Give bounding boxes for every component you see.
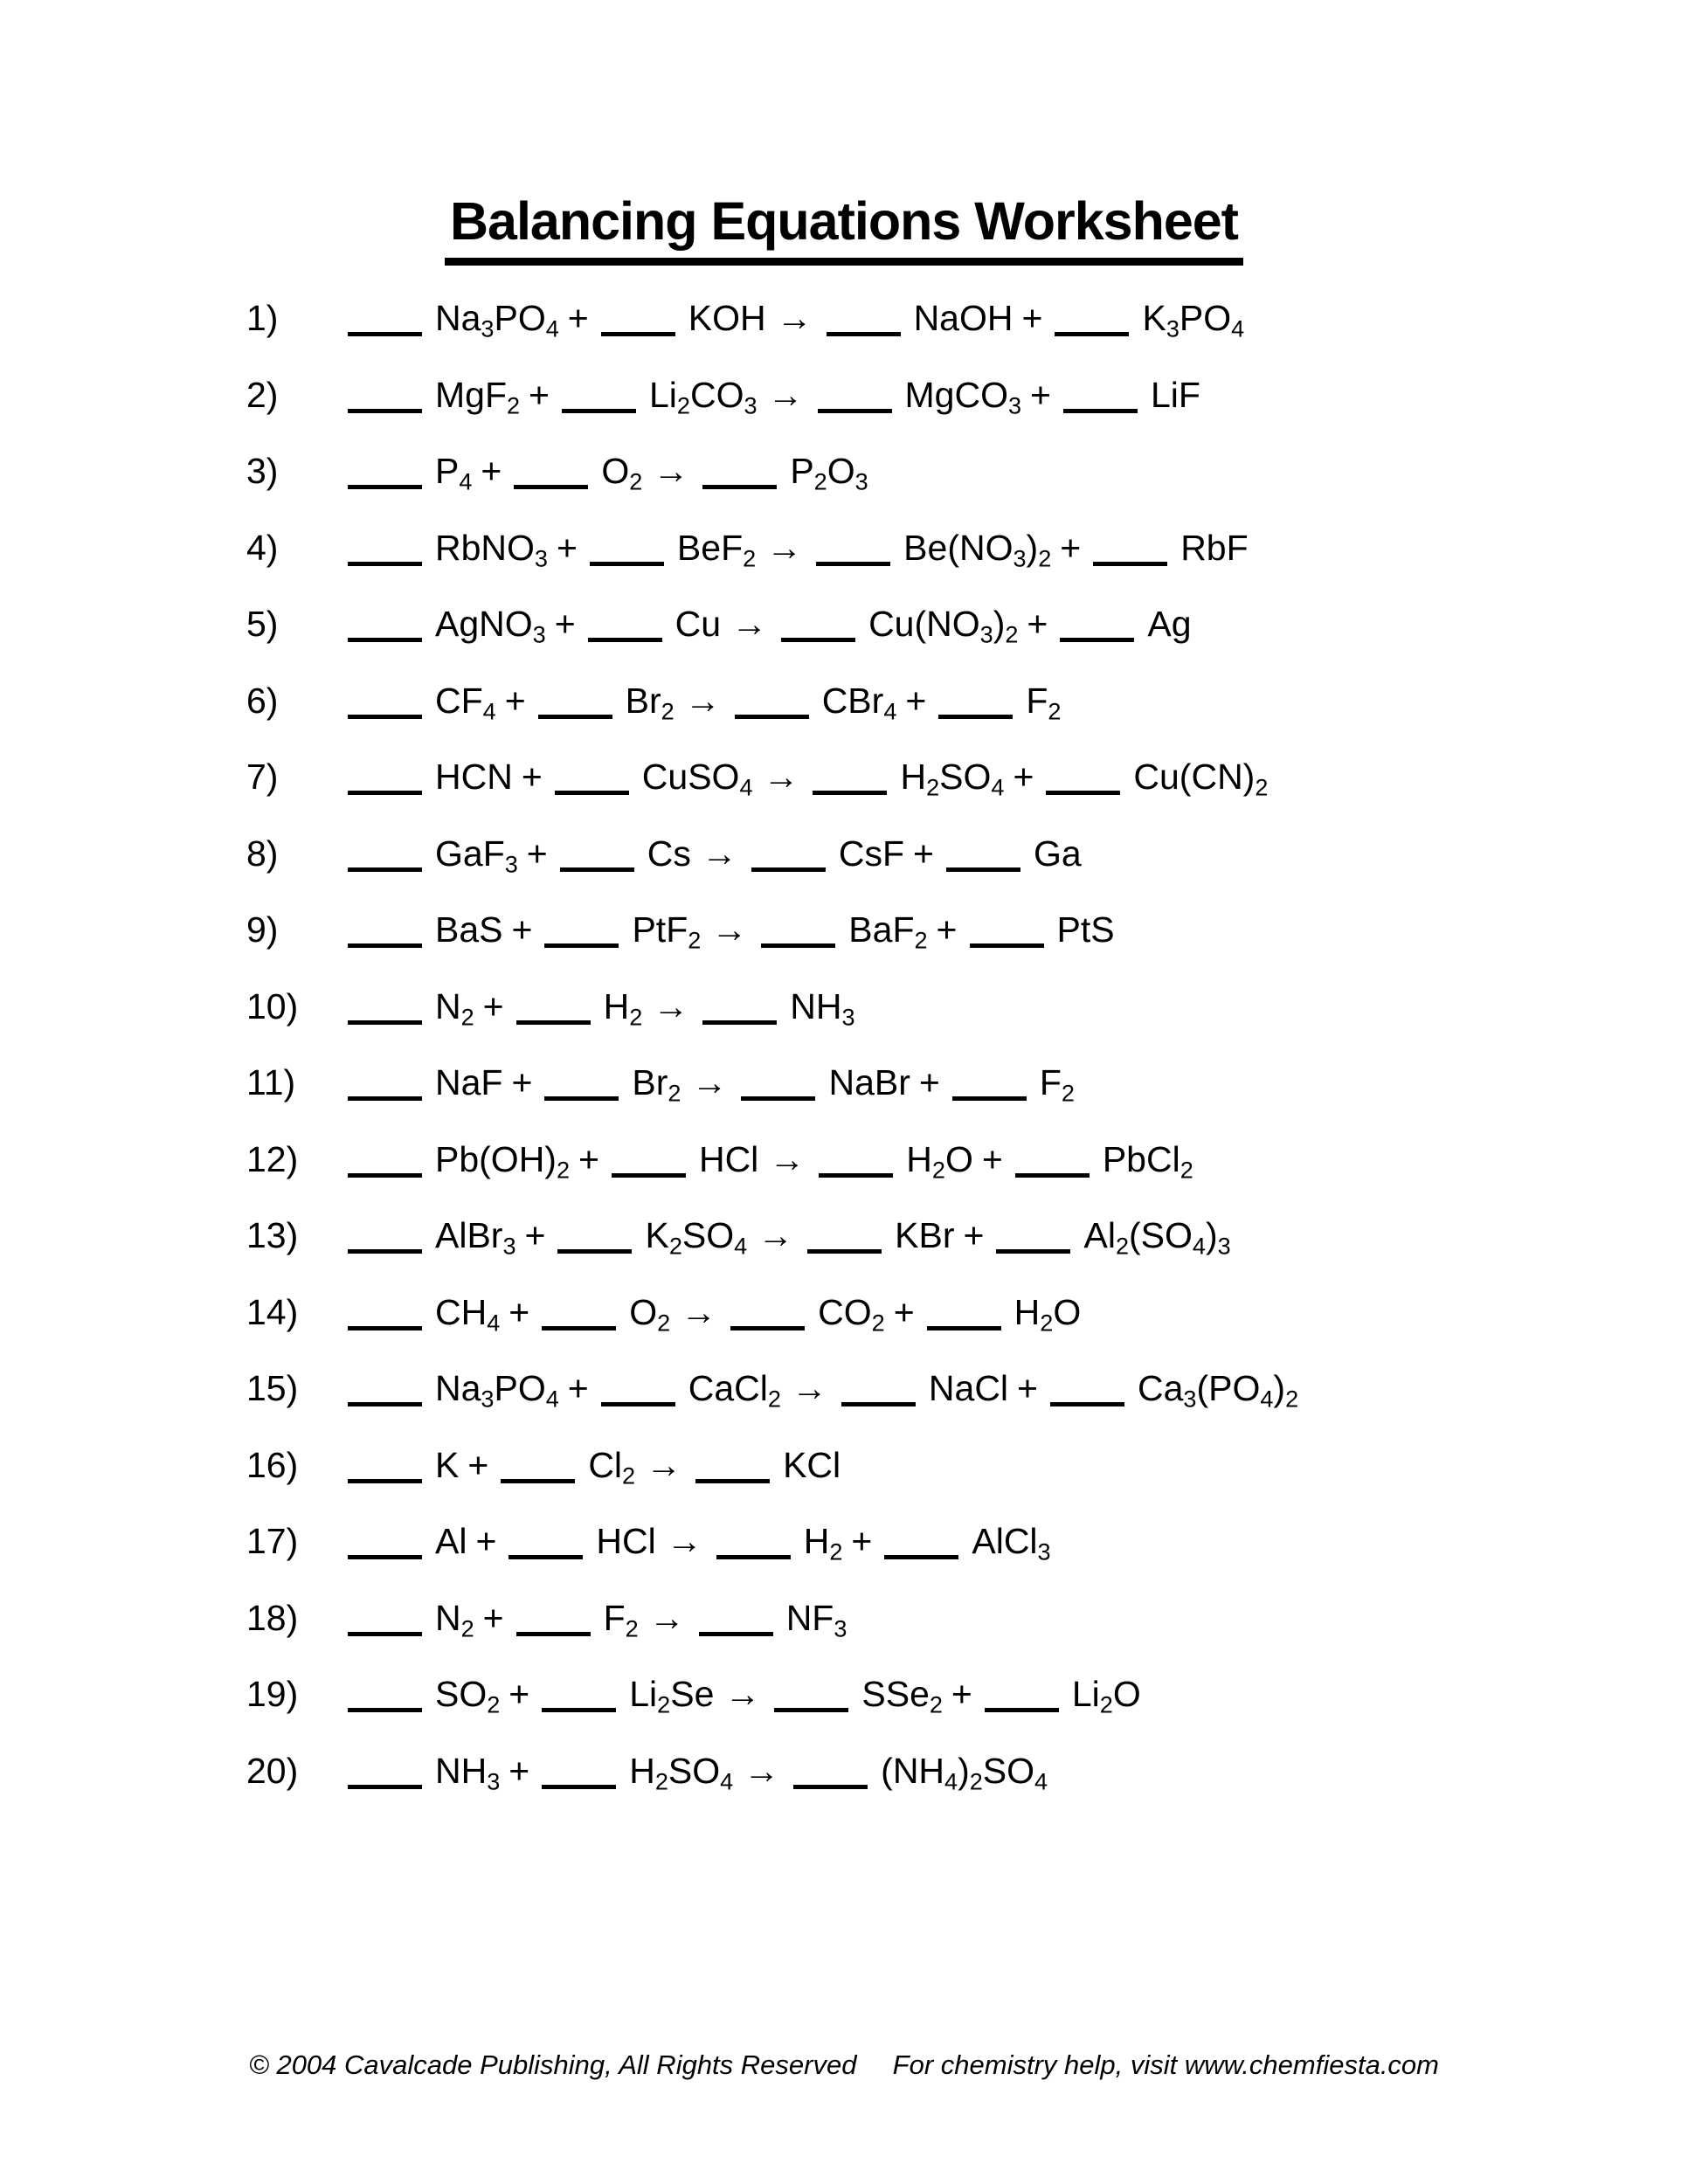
chemical-formula: KCl [783,1444,841,1485]
chemical-formula: $NH_3$ [435,1750,501,1795]
worksheet-title: Balancing Equations Worksheet [445,190,1243,266]
equation-number: 19) [246,1674,299,1714]
chemical-formula: GaF$_3$ [435,833,518,878]
equation-row [246,357,1653,434]
coefficient-blank[interactable] [716,1555,791,1559]
equation-number: 3) [246,451,279,491]
plus-sign: + [524,1215,546,1255]
coefficient-blank[interactable] [348,485,422,489]
coefficient-blank[interactable] [1046,791,1120,795]
reaction-arrow-icon: → [791,1368,827,1408]
chemical-formula: Al [435,1521,467,1561]
coefficient-blank[interactable] [730,1326,805,1330]
plus-sign: + [482,985,504,1026]
coefficient-blank[interactable] [761,943,835,948]
plus-sign: + [905,680,927,721]
plus-sign: + [521,757,543,797]
equation-number: 15) [246,1368,299,1408]
chemical-formula: $Br_2$ [625,680,675,725]
coefficient-blank[interactable] [544,1096,619,1101]
plus-sign: + [578,1138,599,1179]
coefficient-blank[interactable] [348,1785,422,1789]
coefficient-blank[interactable] [996,1249,1070,1254]
chemical-formula: $Na_3PO_4$ [435,298,559,342]
chemical-formula: BaF$_2$ [848,909,928,954]
equation-number: 6) [246,680,279,721]
chemical-formula: $Li_2Se$ [629,1674,715,1718]
reaction-arrow-icon: → [724,1674,761,1714]
chemical-formula: $Cl_2$ [588,1444,636,1489]
coefficient-blank[interactable] [562,409,636,413]
coefficient-blank[interactable] [695,1479,770,1483]
chemical-formula: $K_3PO_4$ [1142,298,1245,342]
chemical-formula: $Br_2$ [632,1062,681,1107]
chemical-formula: $Al_2(SO_4)_3$ [1083,1215,1231,1260]
chemical-formula: $NF_3$ [785,1597,847,1642]
chemical-formula: $N_2$ [435,1597,474,1642]
equation-row [246,1275,1653,1351]
equation-row [246,1122,1653,1199]
chemical-formula: NaCl [928,1368,1009,1408]
coefficient-blank[interactable] [816,562,890,566]
coefficient-blank[interactable] [538,715,612,719]
plus-sign: + [936,909,958,950]
coefficient-blank[interactable] [1055,332,1129,336]
reaction-arrow-icon: → [731,604,768,644]
coefficient-blank[interactable] [348,1402,422,1406]
chemical-formula: $H_2$ [603,985,643,1031]
coefficient-blank[interactable] [946,867,1020,872]
coefficient-blank[interactable] [544,943,619,948]
reaction-arrow-icon: → [648,1597,685,1638]
chemical-formula: $K_2SO_4$ [645,1215,748,1260]
copyright-text: © 2004 Cavalcade Publishing, All Rights Reserved [249,2049,857,2080]
coefficient-blank[interactable] [970,943,1044,948]
coefficient-blank[interactable] [818,409,892,413]
equation-list [246,280,1653,1809]
chemical-formula: $CF_4$ [435,680,496,725]
coefficient-blank[interactable] [751,867,826,872]
coefficient-blank[interactable] [841,1402,916,1406]
chemical-formula: NaOH [913,298,1013,338]
coefficient-blank[interactable] [348,1173,422,1178]
chemical-formula: KBr [895,1215,955,1255]
plus-sign: + [554,604,576,644]
equation-row [246,1427,1653,1504]
equation-number: 14) [246,1291,299,1332]
chemical-formula: PbCl$_2$ [1102,1138,1193,1184]
chemical-formula: RbNO$_3$ [435,527,548,572]
equation-number: 12) [246,1138,299,1179]
equation-number: 13) [246,1215,299,1255]
equation-row [246,1503,1653,1580]
plus-sign: + [1027,604,1048,644]
coefficient-blank[interactable] [588,638,662,642]
equation-number: 17) [246,1521,299,1561]
plus-sign: + [482,1597,504,1638]
chemical-formula: $Li_2O$ [1071,1674,1141,1718]
plus-sign: + [1030,374,1051,415]
coefficient-blank[interactable] [348,332,422,336]
equation-number: 9) [246,909,279,950]
chemical-formula: HCl [596,1521,656,1561]
coefficient-blank[interactable] [514,485,588,489]
plus-sign: + [508,1750,530,1791]
coefficient-blank[interactable] [348,562,422,566]
coefficient-blank[interactable] [735,715,809,719]
equation-number: 8) [246,833,279,874]
chemical-formula: $H_2SO_4$ [629,1750,734,1795]
chemical-formula: AgNO$_3$ [435,604,546,648]
coefficient-blank[interactable] [1050,1402,1124,1406]
plus-sign: + [526,833,548,874]
reaction-arrow-icon: → [767,374,804,415]
coefficient-blank[interactable] [1093,562,1167,566]
reaction-arrow-icon: → [763,757,799,797]
reaction-arrow-icon: → [666,1521,702,1561]
chemical-formula: SSe$_2$ [861,1674,943,1718]
equation-row [246,1351,1653,1427]
coefficient-blank[interactable] [601,1402,675,1406]
coefficient-blank[interactable] [516,1632,591,1636]
coefficient-blank[interactable] [348,943,422,948]
equation-row [246,739,1653,816]
chemical-formula: Ga [1033,833,1082,874]
coefficient-blank[interactable] [1060,638,1134,642]
chemical-formula: $F_2$ [1039,1062,1075,1107]
reaction-arrow-icon: → [711,909,748,950]
equation-row [246,1198,1653,1275]
plus-sign: + [963,1215,985,1255]
coefficient-blank[interactable] [348,867,422,872]
chemical-formula: K [435,1444,460,1485]
coefficient-blank[interactable] [557,1249,632,1254]
chemical-formula: CBr$_4$ [821,680,897,725]
page-footer [249,2049,1439,2081]
equation-row [246,1580,1653,1657]
chemical-formula: PtS [1056,909,1115,950]
equation-row [246,433,1653,510]
chemical-formula: $Cu(CN)_2$ [1133,757,1269,801]
coefficient-blank[interactable] [774,1708,848,1712]
chemical-formula: AlBr$_3$ [435,1215,516,1260]
plus-sign: + [511,1062,533,1102]
equation-number: 5) [246,604,279,644]
coefficient-blank[interactable] [542,1326,616,1330]
chemical-formula: Ag [1147,604,1192,644]
coefficient-blank[interactable] [793,1785,868,1789]
reaction-arrow-icon: → [758,1215,794,1255]
plus-sign: + [467,1444,489,1485]
coefficient-blank[interactable] [348,1479,422,1483]
plus-sign: + [475,1521,497,1561]
reaction-arrow-icon: → [684,680,721,721]
coefficient-blank[interactable] [348,1708,422,1712]
coefficient-blank[interactable] [927,1326,1001,1330]
plus-sign: + [918,1062,940,1102]
equation-row [246,280,1653,357]
coefficient-blank[interactable] [827,332,901,336]
equation-number: 18) [246,1597,299,1638]
coefficient-blank[interactable] [819,1173,893,1178]
coefficient-blank[interactable] [702,485,777,489]
chemical-formula: $N_2$ [435,985,474,1031]
coefficient-blank[interactable] [1015,1173,1090,1178]
chemical-formula: Cs [647,833,691,874]
page-title [0,190,1688,266]
equation-number: 1) [246,298,279,338]
plus-sign: + [951,1674,972,1714]
chemical-formula: Cu [675,604,722,644]
coefficient-blank[interactable] [542,1708,616,1712]
equation-row [246,892,1653,969]
reaction-arrow-icon: → [653,985,689,1026]
coefficient-blank[interactable] [781,638,855,642]
coefficient-blank[interactable] [590,562,664,566]
coefficient-blank[interactable] [501,1479,575,1483]
plus-sign: + [504,680,526,721]
coefficient-blank[interactable] [1063,409,1138,413]
chemical-formula: $H_2$ [803,1521,843,1565]
equation-row [246,1656,1653,1733]
chemical-formula: $CO_2$ [818,1291,885,1337]
chemical-formula: RbF [1180,527,1249,568]
coefficient-blank[interactable] [348,1249,422,1254]
plus-sign: + [567,1368,589,1408]
chemical-formula: NaF [435,1062,503,1102]
chemical-formula: $H_2O$ [906,1138,973,1184]
chemical-formula: CaCl$_2$ [688,1368,781,1413]
coefficient-blank[interactable] [508,1555,583,1559]
coefficient-blank[interactable] [702,1020,777,1025]
coefficient-blank[interactable] [348,638,422,642]
chemical-formula: $P_4$ [435,451,473,495]
chemical-formula: $H_2O$ [1013,1291,1082,1337]
coefficient-blank[interactable] [348,715,422,719]
equation-row [246,663,1653,740]
coefficient-blank[interactable] [601,332,675,336]
coefficient-blank[interactable] [813,791,887,795]
plus-sign: + [981,1138,1003,1179]
equation-number: 16) [246,1444,299,1485]
chemical-formula: PtF$_2$ [632,909,702,954]
coefficient-blank[interactable] [348,1555,422,1559]
chemical-formula: $NH_3$ [790,985,855,1031]
chemical-formula: CuSO$_4$ [641,757,753,801]
coefficient-blank[interactable] [348,1020,422,1025]
chemical-formula: NaBr [828,1062,910,1102]
plus-sign: + [481,451,502,491]
chemical-formula: $Pb(OH)_2$ [435,1138,571,1184]
plus-sign: + [913,833,934,874]
equation-row [246,816,1653,893]
plus-sign: + [529,374,550,415]
reaction-arrow-icon: → [744,1750,780,1791]
chemical-formula: $CH_4$ [435,1291,501,1337]
help-link-text: For chemistry help, visit www.chemfiesta.com [892,2049,1439,2080]
reaction-arrow-icon: → [769,1138,806,1179]
equation-number: 2) [246,374,279,415]
chemical-formula: $F_2$ [603,1597,639,1642]
coefficient-blank[interactable] [348,409,422,413]
coefficient-blank[interactable] [348,1326,422,1330]
coefficient-blank[interactable] [884,1555,958,1559]
chemical-formula: BeF$_2$ [676,527,757,572]
plus-sign: + [508,1291,530,1332]
coefficient-blank[interactable] [542,1785,616,1789]
equation-number: 11) [246,1062,296,1102]
chemical-formula: MgF$_2$ [435,374,521,419]
chemical-formula: $P_2O_3$ [790,451,868,495]
chemical-formula: $O_2$ [601,451,643,495]
coefficient-blank[interactable] [348,1632,422,1636]
plus-sign: + [1060,527,1082,568]
chemical-formula: MgCO$_3$ [904,374,1022,419]
coefficient-blank[interactable] [348,791,422,795]
coefficient-blank[interactable] [952,1096,1027,1101]
chemical-formula: $Ca_3(PO_4)_2$ [1138,1368,1299,1413]
chemical-formula: $SO_2$ [435,1674,501,1718]
chemical-formula: $H_2SO_4$ [900,757,1005,801]
coefficient-blank[interactable] [612,1173,686,1178]
plus-sign: + [511,909,533,950]
reaction-arrow-icon: → [681,1291,717,1332]
equation-number: 20) [246,1750,299,1791]
chemical-formula: CsF [838,833,905,874]
coefficient-blank[interactable] [807,1249,882,1254]
plus-sign: + [556,527,578,568]
chemical-formula: HCN [435,757,513,797]
chemical-formula: KOH [688,298,766,338]
chemical-formula: $Be(NO_3)_2$ [903,527,1052,572]
reaction-arrow-icon: → [776,298,813,338]
reaction-arrow-icon: → [766,527,803,568]
chemical-formula: HCl [698,1138,759,1179]
chemical-formula: $Li_2CO_3$ [649,374,758,419]
plus-sign: + [1021,298,1043,338]
plus-sign: + [851,1521,873,1561]
chemical-formula: $(NH_4)_2SO_4$ [881,1750,1048,1795]
chemical-formula: $Cu(NO_3)_2$ [868,604,1019,648]
chemical-formula: LiF [1150,374,1200,415]
plus-sign: + [1013,757,1034,797]
plus-sign: + [893,1291,915,1332]
equation-number: 7) [246,757,279,797]
equation-number: 4) [246,527,279,568]
chemical-formula: $O_2$ [629,1291,671,1337]
coefficient-blank[interactable] [699,1632,773,1636]
equation-row [246,510,1653,587]
equation-number: 10) [246,985,299,1026]
coefficient-blank[interactable] [938,715,1013,719]
equation-row [246,969,1653,1046]
coefficient-blank[interactable] [516,1020,591,1025]
plus-sign: + [1017,1368,1038,1408]
reaction-arrow-icon: → [691,1062,728,1102]
chemical-formula: BaS [435,909,503,950]
plus-sign: + [508,1674,530,1714]
coefficient-blank[interactable] [560,867,634,872]
reaction-arrow-icon: → [646,1444,682,1485]
reaction-arrow-icon: → [701,833,737,874]
coefficient-blank[interactable] [985,1708,1059,1712]
coefficient-blank[interactable] [741,1096,815,1101]
chemical-formula: $Na_3PO_4$ [435,1368,559,1413]
chemical-formula: $F_2$ [1026,680,1062,725]
equation-row [246,586,1653,663]
chemical-formula: AlCl$_3$ [972,1521,1051,1565]
coefficient-blank[interactable] [555,791,629,795]
equation-row [246,1733,1653,1810]
equation-row [246,1045,1653,1122]
coefficient-blank[interactable] [348,1096,422,1101]
plus-sign: + [567,298,589,338]
reaction-arrow-icon: → [653,451,689,491]
